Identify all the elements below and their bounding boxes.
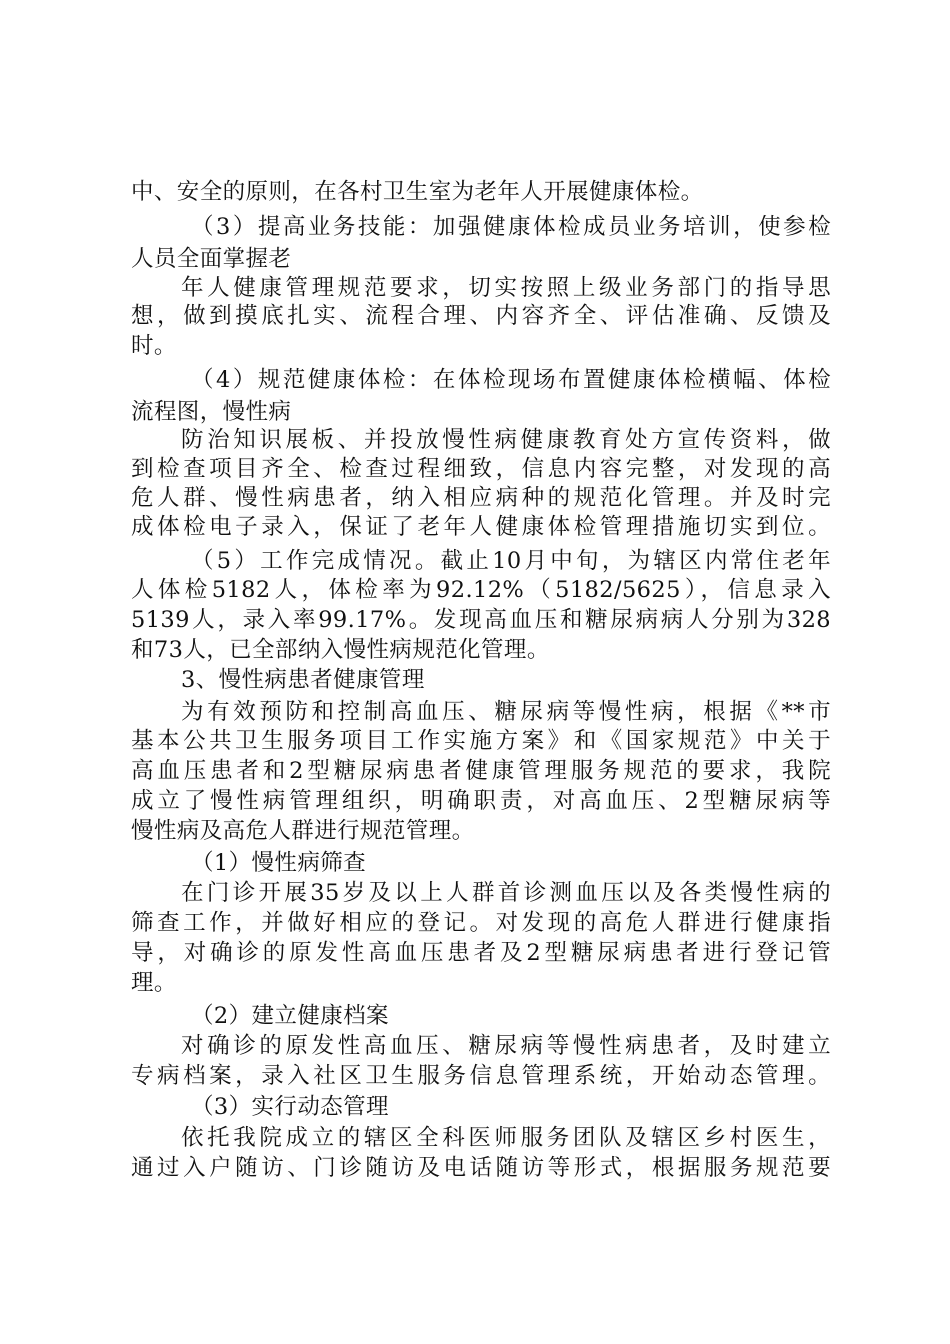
text-line-1: 中、安全的原则，在各村卫生室为老年人开展健康体检。 [131, 179, 704, 205]
text-line-26: 导，对确诊的原发性高血压患者及2型糖尿病患者进行登记管 [131, 940, 831, 966]
text-line-16: 和73人，已全部纳入慢性病规范化管理。 [131, 637, 550, 663]
text-line-8: 流程图，慢性病 [131, 399, 292, 425]
subheading-health-records: （2）建立健康档案 [191, 1003, 389, 1029]
text-line-33: 通过入户随访、门诊随访及电话随访等形式，根据服务规范要 [131, 1155, 831, 1181]
subheading-screening: （1）慢性病筛查 [191, 850, 367, 876]
text-line-15: 5139人，录入率99.17%。发现高血压和糖尿病病人分别为328 [131, 607, 831, 633]
text-line-21: 成立了慢性病管理组织，明确职责，对高血压、2型糖尿病等 [131, 788, 831, 814]
text-line-14: 人体检5182人，体检率为92.12%（5182/5625），信息录入 [131, 577, 831, 603]
text-line-13: （5）工作完成情况。截止10月中旬，为辖区内常住老年 [191, 548, 831, 574]
text-line-20: 高血压患者和2型糖尿病患者健康管理服务规范的要求，我院 [131, 758, 831, 784]
text-line-7: （4）规范健康体检：在体检现场布置健康体检横幅、体检 [191, 367, 831, 393]
text-line-11: 危人群、慢性病患者，纳入相应病种的规范化管理。并及时完 [131, 485, 831, 511]
text-line-5: 想，做到摸底扎实、流程合理、内容齐全、评估准确、反馈及 [131, 303, 831, 329]
text-line-3: 人员全面掌握老 [131, 246, 292, 272]
text-line-4: 年人健康管理规范要求，切实按照上级业务部门的指导思 [181, 275, 831, 301]
text-line-25: 筛查工作，并做好相应的登记。对发现的高危人群进行健康指 [131, 910, 831, 936]
text-line-6: 时。 [131, 333, 177, 359]
text-line-9: 防治知识展板、并投放慢性病健康教育处方宣传资料，做 [181, 427, 831, 453]
text-line-18: 为有效预防和控制高血压、糖尿病等慢性病，根据《**市 [181, 699, 831, 725]
section-heading-chronic-disease: 3、慢性病患者健康管理 [181, 667, 425, 693]
text-line-2: （3）提高业务技能：加强健康体检成员业务培训，使参检 [191, 214, 831, 240]
text-line-10: 到检查项目齐全、检查过程细致，信息内容完整，对发现的高 [131, 456, 831, 482]
text-line-12: 成体检电子录入，保证了老年人健康体检管理措施切实到位。 [131, 514, 831, 540]
text-line-29: 对确诊的原发性高血压、糖尿病等慢性病患者，及时建立 [181, 1033, 831, 1059]
text-line-19: 基本公共卫生服务项目工作实施方案》和《国家规范》中关于 [131, 728, 831, 754]
text-line-24: 在门诊开展35岁及以上人群首诊测血压以及各类慢性病的 [181, 880, 831, 906]
text-line-27: 理。 [131, 970, 177, 996]
subheading-dynamic-management: （3）实行动态管理 [191, 1094, 389, 1120]
text-line-30: 专病档案，录入社区卫生服务信息管理系统，开始动态管理。 [131, 1063, 831, 1089]
text-line-22: 慢性病及高危人群进行规范管理。 [131, 818, 475, 844]
text-line-32: 依托我院成立的辖区全科医师服务团队及辖区乡村医生， [181, 1125, 831, 1151]
